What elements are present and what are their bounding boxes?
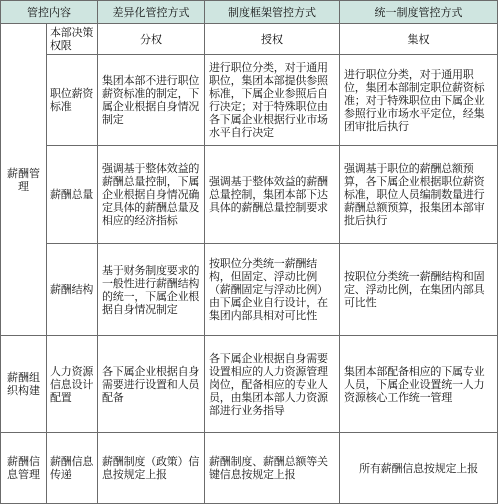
row-label-info: 薪酬信息传递 [47, 433, 98, 504]
header-differentiated: 差异化管控方式 [98, 1, 205, 24]
header-framework: 制度框架管控方式 [205, 1, 340, 24]
cell-info-differentiated: 薪酬制度（政策）信息按规定上报 [98, 433, 205, 504]
cell-info-unified: 所有薪酬信息按规定上报 [340, 433, 498, 504]
cell-total-framework: 强调基于整体效益的薪酬总量控制，集团本部下达具体的薪酬总量控制要求 [205, 146, 340, 244]
cell-standard-differentiated: 集团本部不进行职位薪资标准的制定，下属企业根据自身情况制定 [98, 55, 205, 146]
row-label-structure: 薪酬结构 [47, 244, 98, 336]
row-label-total: 薪酬总量 [47, 146, 98, 244]
table-row-standard [1, 55, 498, 146]
cell-authority-framework: 授权 [205, 24, 340, 55]
cell-hr-differentiated: 各下属企业根据自身需要进行设置和人员配备 [98, 336, 205, 433]
table-row-hr [1, 336, 498, 433]
row-label-authority: 本部决策权限 [47, 24, 98, 55]
cell-structure-unified: 按职位分类统一薪酬结构和固定、浮动比例，在集团内部具可比性 [340, 244, 498, 336]
table-row-authority [1, 24, 498, 55]
group-salary-management: 薪酬管理 [1, 24, 47, 336]
cell-info-framework: 薪酬制度、薪酬总额等关键信息按规定上报 [205, 433, 340, 504]
table-row-info [1, 433, 498, 504]
cell-standard-framework: 进行职位分类，对于通用职位，集团本部提供参照标准，下属企业参照后自行决定；对于特殊职位由各下属企业根据行业市场水平自行决定 [205, 55, 340, 146]
table-row-structure [1, 244, 498, 336]
cell-hr-unified: 集团本部配备相应的下属专业人员，下属企业设置统一人力资源核心工作统一管理 [340, 336, 498, 433]
cell-standard-unified: 进行职位分类，对于通用职位，集团本部制定职位薪资标准；对于特殊职位由下属企业参照行业市场水平定位，经集团审批后执行 [340, 55, 498, 146]
cell-structure-differentiated: 基于财务制度要求的一般性进行薪酬结构的统一，下属企业根据自身情况制定 [98, 244, 205, 336]
cell-authority-differentiated: 分权 [98, 24, 205, 55]
cell-structure-framework: 按职位分类统一薪酬结构，但固定、浮动比例（薪酬固定与浮动比例）由下属企业自行设计，在集团内部具相对可比性 [205, 244, 340, 336]
cell-total-differentiated: 强调基于整体效益的薪酬总量控制，下属企业根据自身情况确定具体的薪酬总量及相应的经济指标 [98, 146, 205, 244]
group-info-management: 薪酬信息管理 [1, 433, 47, 504]
row-label-hr: 人力资源信息设计配置 [47, 336, 98, 433]
row-label-standard: 职位薪资标准 [47, 55, 98, 146]
group-org-building: 薪酬组织构建 [1, 336, 47, 433]
cell-authority-unified: 集权 [340, 24, 498, 55]
header-control-content: 管控内容 [1, 1, 98, 24]
table-row-total [1, 146, 498, 244]
header-unified: 统一制度管控方式 [340, 1, 498, 24]
header-row [1, 1, 498, 24]
cell-hr-framework: 各下属企业根据自身需要设置相应的人力资源管理岗位，配备相应的专业人员，由集团本部人力资源部进行业务指导 [205, 336, 340, 433]
cell-total-unified: 强调基于职位的薪酬总额预算，各下属企业根据职位薪资标准，职位人员编制数量进行薪酬总额预算，报集团本部审批后执行 [340, 146, 498, 244]
